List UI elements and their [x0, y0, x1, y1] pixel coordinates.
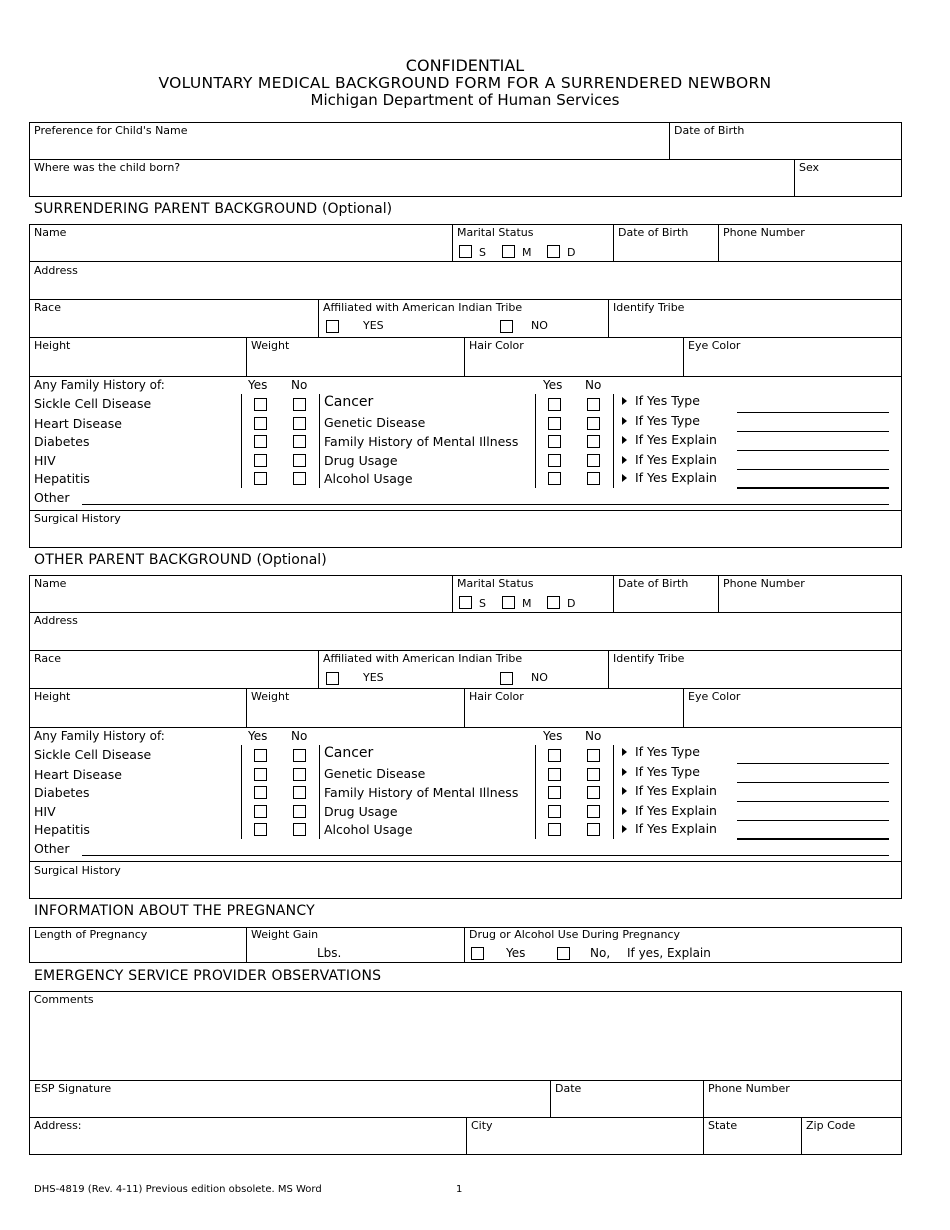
sp-race-field[interactable]: Race [34, 301, 61, 314]
sp-history-no-header-right: No [585, 378, 602, 392]
op-condition-label: Family History of Mental Illness [324, 785, 519, 800]
op-surgical-history-field[interactable]: Surgical History [34, 864, 121, 877]
op-history-heading: Any Family History of: [34, 729, 165, 743]
sp-left-no-checkbox[interactable] [293, 417, 306, 430]
op-right-yes-checkbox[interactable] [548, 786, 561, 799]
sp-height-field[interactable]: Height [34, 339, 71, 352]
sp-right-no-checkbox[interactable] [587, 472, 600, 485]
op-left-no-checkbox[interactable] [293, 805, 306, 818]
op-followup-label: If Yes Type [635, 764, 700, 779]
weight-gain-unit: Lbs. [317, 946, 342, 960]
sp-right-no-checkbox[interactable] [587, 454, 600, 467]
child-dob-field[interactable]: Date of Birth [674, 124, 745, 137]
sp-tribe-affiliation-label: Affiliated with American Indian Tribe [323, 301, 523, 314]
esp-city-field[interactable]: City [471, 1119, 493, 1132]
arrow-right-icon [622, 787, 627, 795]
op-right-no-checkbox[interactable] [587, 805, 600, 818]
sp-right-no-checkbox[interactable] [587, 435, 600, 448]
child-name-field[interactable]: Preference for Child's Name [34, 124, 188, 137]
op-right-yes-checkbox[interactable] [548, 768, 561, 781]
op-marital-m-label: M [522, 597, 532, 610]
drug-alcohol-explain-label[interactable]: If yes, Explain [627, 946, 711, 960]
sp-left-yes-checkbox[interactable] [254, 472, 267, 485]
op-history-yes-header-left: Yes [248, 729, 268, 743]
sp-right-yes-checkbox[interactable] [548, 435, 561, 448]
sp-condition-label: Genetic Disease [324, 415, 426, 430]
sp-followup-line[interactable] [737, 412, 889, 413]
sp-history-heading: Any Family History of: [34, 378, 165, 392]
op-condition-label: Drug Usage [324, 804, 398, 819]
op-right-no-checkbox[interactable] [587, 749, 600, 762]
esp-date-field[interactable]: Date [555, 1082, 582, 1095]
sp-followup-line[interactable] [737, 431, 889, 432]
op-followup-line[interactable] [737, 801, 889, 802]
sp-tribe-yes-checkbox[interactable] [326, 320, 339, 333]
sp-weight-field[interactable]: Weight [251, 339, 290, 352]
sp-other-line[interactable] [82, 504, 889, 505]
op-followup-line[interactable] [737, 763, 889, 764]
op-followup-label: If Yes Explain [635, 821, 717, 836]
sp-left-yes-checkbox[interactable] [254, 454, 267, 467]
arrow-right-icon [622, 436, 627, 444]
op-other-line[interactable] [82, 855, 889, 856]
op-followup-line[interactable] [737, 838, 889, 840]
sp-right-yes-checkbox[interactable] [548, 417, 561, 430]
sp-history-no-header-left: No [291, 378, 308, 392]
sp-marital-status-label: Marital Status [457, 226, 534, 239]
sp-name-field[interactable]: Name [34, 226, 67, 239]
sp-identify-tribe-field[interactable]: Identify Tribe [613, 301, 685, 314]
child-sex-field[interactable]: Sex [799, 161, 820, 174]
esp-address-field[interactable]: Address: [34, 1119, 82, 1132]
op-identify-tribe-field[interactable]: Identify Tribe [613, 652, 685, 665]
op-condition-label: Alcohol Usage [324, 822, 413, 837]
sp-hair-color-field[interactable]: Hair Color [469, 339, 524, 352]
op-followup-label: If Yes Explain [635, 803, 717, 818]
arrow-right-icon [622, 474, 627, 482]
arrow-right-icon [622, 748, 627, 756]
surrendering-parent-heading: SURRENDERING PARENT BACKGROUND (Optional) [34, 201, 393, 217]
sp-followup-label: If Yes Explain [635, 432, 717, 447]
op-weight-field[interactable]: Weight [251, 690, 290, 703]
op-condition-label: Heart Disease [34, 767, 122, 782]
sp-followup-label: If Yes Explain [635, 470, 717, 485]
arrow-right-icon [622, 417, 627, 425]
sp-address-field[interactable]: Address [34, 264, 78, 277]
op-history-yes-header-right: Yes [543, 729, 563, 743]
sp-left-no-checkbox[interactable] [293, 398, 306, 411]
sp-condition-label: Hepatitis [34, 471, 90, 486]
sp-right-no-checkbox[interactable] [587, 398, 600, 411]
op-marital-s-label: S [479, 597, 486, 610]
sp-left-yes-checkbox[interactable] [254, 398, 267, 411]
op-followup-line[interactable] [737, 820, 889, 821]
form-title: VOLUNTARY MEDICAL BACKGROUND FORM FOR A SURRENDERED NEWBORN [158, 74, 772, 92]
op-condition-label: Hepatitis [34, 822, 90, 837]
esp-comments-field[interactable]: Comments [34, 993, 94, 1006]
weight-gain-field[interactable]: Weight Gain [251, 928, 319, 941]
pregnancy-heading: INFORMATION ABOUT THE PREGNANCY [34, 903, 315, 919]
op-left-yes-checkbox[interactable] [254, 786, 267, 799]
op-height-field[interactable]: Height [34, 690, 71, 703]
sp-left-no-checkbox[interactable] [293, 472, 306, 485]
sp-condition-label: Cancer [324, 394, 374, 410]
sp-left-no-checkbox[interactable] [293, 435, 306, 448]
op-phone-field[interactable]: Phone Number [723, 577, 805, 590]
sp-tribe-yes-label: YES [363, 319, 384, 332]
sp-history-yes-header-right: Yes [543, 378, 563, 392]
op-condition-label: Diabetes [34, 785, 90, 800]
op-left-no-checkbox[interactable] [293, 749, 306, 762]
page-number: 1 [456, 1184, 463, 1195]
op-other-label: Other [34, 841, 70, 856]
drug-alcohol-no-checkbox[interactable] [557, 947, 570, 960]
arrow-right-icon [622, 825, 627, 833]
op-marital-m-checkbox[interactable] [502, 596, 515, 609]
child-birthplace-field[interactable]: Where was the child born? [34, 161, 181, 174]
op-history-no-header-left: No [291, 729, 308, 743]
op-marital-d-checkbox[interactable] [547, 596, 560, 609]
esp-state-field[interactable]: State [708, 1119, 738, 1132]
drug-alcohol-yes-checkbox[interactable] [471, 947, 484, 960]
sp-followup-line[interactable] [737, 487, 889, 489]
op-tribe-no-label: NO [531, 671, 548, 684]
sp-tribe-no-label: NO [531, 319, 548, 332]
sp-phone-field[interactable]: Phone Number [723, 226, 805, 239]
op-left-yes-checkbox[interactable] [254, 768, 267, 781]
op-left-yes-checkbox[interactable] [254, 823, 267, 836]
sp-condition-label: Diabetes [34, 434, 90, 449]
drug-alcohol-label: Drug or Alcohol Use During Pregnancy [469, 928, 681, 941]
drug-alcohol-yes-label: Yes [506, 946, 526, 960]
sp-followup-label: If Yes Type [635, 393, 700, 408]
form-id: DHS-4819 (Rev. 4-11) Previous edition obsolete. MS Word [34, 1184, 322, 1195]
op-left-yes-checkbox[interactable] [254, 805, 267, 818]
sp-tribe-no-checkbox[interactable] [500, 320, 513, 333]
sp-followup-line[interactable] [737, 469, 889, 470]
op-tribe-yes-label: YES [363, 671, 384, 684]
op-right-no-checkbox[interactable] [587, 768, 600, 781]
sp-marital-m-checkbox[interactable] [502, 245, 515, 258]
op-hair-color-field[interactable]: Hair Color [469, 690, 524, 703]
sp-history-yes-header-left: Yes [248, 378, 268, 392]
sp-right-no-checkbox[interactable] [587, 417, 600, 430]
form-title-confidential: CONFIDENTIAL [405, 56, 525, 75]
op-condition-label: HIV [34, 804, 56, 819]
op-right-no-checkbox[interactable] [587, 786, 600, 799]
op-followup-line[interactable] [737, 782, 889, 783]
sp-followup-line[interactable] [737, 450, 889, 451]
other-parent-heading: OTHER PARENT BACKGROUND (Optional) [34, 552, 327, 568]
op-left-no-checkbox[interactable] [293, 823, 306, 836]
arrow-right-icon [622, 456, 627, 464]
sp-condition-label: Heart Disease [34, 416, 122, 431]
op-followup-label: If Yes Explain [635, 783, 717, 798]
op-condition-label: Genetic Disease [324, 766, 426, 781]
sp-condition-label: HIV [34, 453, 56, 468]
op-followup-label: If Yes Type [635, 744, 700, 759]
esp-phone-field[interactable]: Phone Number [708, 1082, 790, 1095]
op-condition-label: Sickle Cell Disease [34, 747, 152, 762]
sp-condition-label: Alcohol Usage [324, 471, 413, 486]
op-right-yes-checkbox[interactable] [548, 823, 561, 836]
sp-marital-s-label: S [479, 246, 486, 259]
esp-heading: EMERGENCY SERVICE PROVIDER OBSERVATIONS [34, 968, 382, 984]
sp-followup-label: If Yes Explain [635, 452, 717, 467]
sp-marital-s-checkbox[interactable] [459, 245, 472, 258]
sp-marital-d-checkbox[interactable] [547, 245, 560, 258]
op-history-no-header-right: No [585, 729, 602, 743]
op-dob-field[interactable]: Date of Birth [618, 577, 689, 590]
sp-right-yes-checkbox[interactable] [548, 398, 561, 411]
op-right-yes-checkbox[interactable] [548, 805, 561, 818]
op-condition-label: Cancer [324, 745, 374, 761]
form-agency: Michigan Department of Human Services [310, 91, 620, 109]
sp-left-yes-checkbox[interactable] [254, 435, 267, 448]
arrow-right-icon [622, 807, 627, 815]
pregnancy-box [29, 927, 902, 963]
op-address-field[interactable]: Address [34, 614, 78, 627]
arrow-right-icon [622, 397, 627, 405]
op-right-yes-checkbox[interactable] [548, 749, 561, 762]
esp-zip-field[interactable]: Zip Code [806, 1119, 856, 1132]
sp-left-no-checkbox[interactable] [293, 454, 306, 467]
op-left-no-checkbox[interactable] [293, 768, 306, 781]
sp-marital-d-label: D [567, 246, 576, 259]
arrow-right-icon [622, 768, 627, 776]
sp-marital-m-label: M [522, 246, 532, 259]
op-race-field[interactable]: Race [34, 652, 61, 665]
sp-followup-label: If Yes Type [635, 413, 700, 428]
sp-eye-color-field[interactable]: Eye Color [688, 339, 741, 352]
op-left-yes-checkbox[interactable] [254, 749, 267, 762]
sp-condition-label: Family History of Mental Illness [324, 434, 519, 449]
pregnancy-length-field[interactable]: Length of Pregnancy [34, 928, 148, 941]
sp-other-label: Other [34, 490, 70, 505]
sp-condition-label: Sickle Cell Disease [34, 396, 152, 411]
sp-left-yes-checkbox[interactable] [254, 417, 267, 430]
sp-condition-label: Drug Usage [324, 453, 398, 468]
op-name-field[interactable]: Name [34, 577, 67, 590]
sp-right-yes-checkbox[interactable] [548, 454, 561, 467]
op-marital-s-checkbox[interactable] [459, 596, 472, 609]
esp-signature-field[interactable]: ESP Signature [34, 1082, 112, 1095]
sp-surgical-history-field[interactable]: Surgical History [34, 512, 121, 525]
op-tribe-affiliation-label: Affiliated with American Indian Tribe [323, 652, 523, 665]
sp-dob-field[interactable]: Date of Birth [618, 226, 689, 239]
drug-alcohol-no-label: No, [590, 946, 611, 960]
op-tribe-no-checkbox[interactable] [500, 672, 513, 685]
op-left-no-checkbox[interactable] [293, 786, 306, 799]
sp-right-yes-checkbox[interactable] [548, 472, 561, 485]
op-tribe-yes-checkbox[interactable] [326, 672, 339, 685]
op-eye-color-field[interactable]: Eye Color [688, 690, 741, 703]
op-marital-status-label: Marital Status [457, 577, 534, 590]
op-right-no-checkbox[interactable] [587, 823, 600, 836]
op-marital-d-label: D [567, 597, 576, 610]
